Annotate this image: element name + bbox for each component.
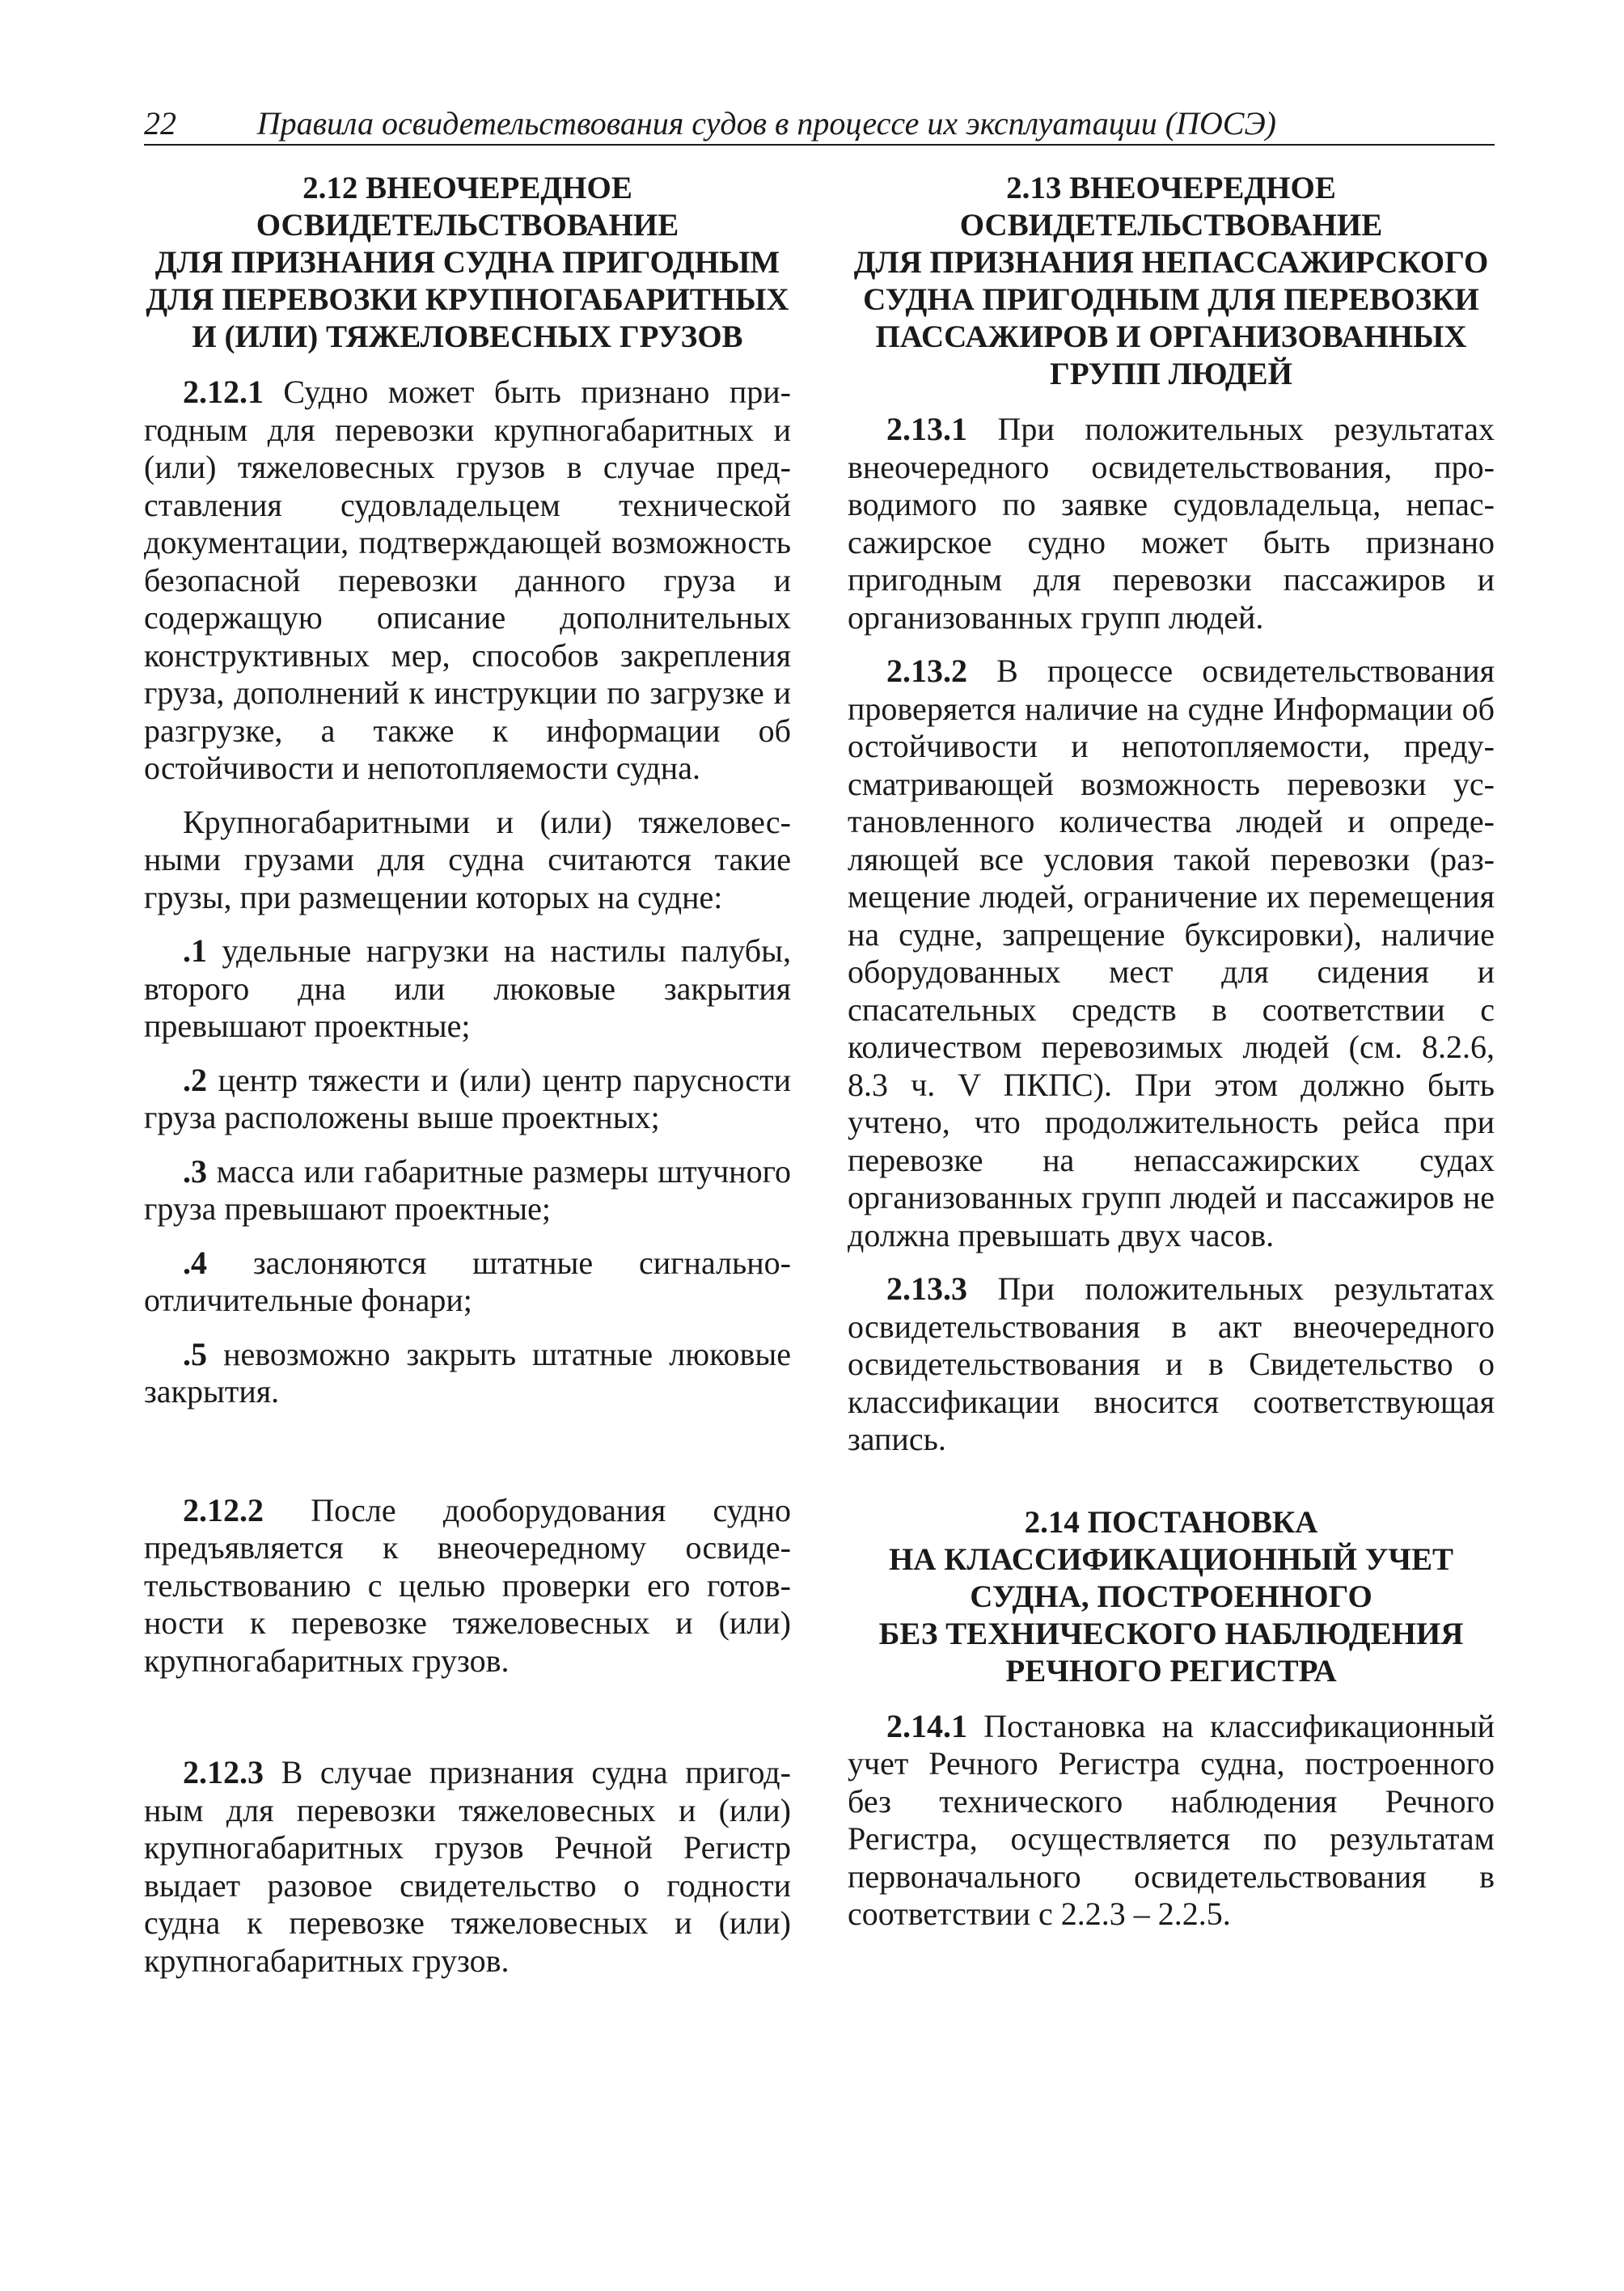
heading-line: И (ИЛИ) ТЯЖЕЛОВЕСНЫХ ГРУЗОВ: [192, 319, 743, 354]
item-number: .1: [183, 932, 207, 969]
heading-line: ДЛЯ ПРИЗНАНИЯ СУДНА ПРИГОДНЫМ: [154, 245, 780, 280]
clause-text: После дооборудования судно предъявляется к внеочередному освидетельствованию с целью проверки его готовности к перевозке тяжеловесных и (или) крупногабаритных грузов.: [144, 1491, 791, 1679]
clause-text: В процессе освидетельствования проверяется наличие на судне Информации об остойчивости и непотопляемости, предусматривающей возможность перевозки установленного количества людей и определяющей все условия такой перевозки (размещение людей, ограничение их перемещения на судне, запрещение буксировки), наличие оборудованных мест для сидения и спасательных средств в соответствии с количеством перевозимых людей (см. 8.2.6, 8.3 ч. V ПКПС). При этом должно быть учтено, что продолжительность рейса при перевозке на непассажирских судах организованных групп людей и пассажиров не должна превышать двух часов.: [848, 653, 1495, 1253]
paragraph-2-13-2: [848, 653, 1495, 1254]
clause-text: При положительных результатах внеочередного освидетельствования, проводимого по заявке судовладельца, непассажирское судно может быть признано пригодным для перевозки пассажиров и организованных групп людей.: [848, 411, 1495, 636]
heading-line: СУДНА ПРИГОДНЫМ ДЛЯ ПЕРЕВОЗКИ: [863, 282, 1479, 317]
section-heading-2-13: [848, 170, 1495, 393]
heading-line: НА КЛАССИФИКАЦИОННЫЙ УЧЕТ: [888, 1541, 1454, 1577]
section-heading-2-12: [144, 170, 791, 356]
item-text: невозможно закрыть штатные люковые закрытия.: [144, 1335, 791, 1410]
running-header: [144, 104, 1495, 146]
heading-line: 2.12 ВНЕОЧЕРЕДНОЕ: [302, 171, 632, 205]
item-number: .5: [183, 1335, 207, 1372]
heading-line: ОСВИДЕТЕЛЬСТВОВАНИЕ: [959, 208, 1383, 243]
paragraph-2-13-1: [848, 411, 1495, 636]
heading-line: БЕЗ ТЕХНИЧЕСКОГО НАБЛЮДЕНИЯ: [878, 1616, 1464, 1651]
item-text: центр тяжести и (или) центр парусности груза расположены выше проектных;: [144, 1061, 791, 1135]
list-item-3: [144, 1153, 791, 1228]
heading-line: 2.14 ПОСТАНОВКА: [1024, 1504, 1318, 1540]
item-number: .2: [183, 1061, 207, 1098]
list-item-4: [144, 1245, 791, 1320]
heading-line: ПАССАЖИРОВ И ОРГАНИЗОВАННЫХ: [875, 319, 1467, 354]
item-number: .4: [183, 1244, 207, 1281]
list-item-2: [144, 1062, 791, 1137]
clause-number: 2.12.1: [183, 374, 264, 410]
clause-number: 2.13.1: [886, 411, 967, 447]
paragraph-2-13-3: [848, 1270, 1495, 1459]
clause-text: При положительных результатах освидетельствования в акт внеочередного освидетельствования и в Свидетельство о классификации вносится соответствующая запись.: [848, 1270, 1495, 1457]
clause-number: 2.13.3: [886, 1270, 967, 1307]
paragraph-2-14-1: [848, 1708, 1495, 1934]
item-number: .3: [183, 1152, 207, 1190]
left-column: [144, 170, 791, 1996]
section-heading-2-14: [848, 1504, 1495, 1690]
clause-number: 2.13.2: [886, 653, 967, 689]
clause-text: Судно может быть признано пригодным для перевозки крупногабаритных и (или) тяжеловесных грузов в случае представления судовладельцем технической документации, подтверждающей возможность безопасной перевозки данного груза и содержащую описание дополнительных конструктивных мер, способов закрепления груза, дополнений к инструкции по загрузке и разгрузке, а также к информации об остойчивости и непотопляемости судна.: [144, 374, 791, 786]
paragraph-definition: Крупногабаритными и (или) тяжеловесными грузами для судна считаются такие грузы, при размещении которых на судне:: [144, 803, 791, 915]
paragraph-2-12-1: [144, 374, 791, 788]
item-text: заслоняются штатные сигнально-отличительные фонари;: [144, 1244, 791, 1318]
clause-number: 2.12.3: [183, 1754, 264, 1790]
heading-line: ДЛЯ ПЕРЕВОЗКИ КРУПНОГАБАРИТНЫХ: [146, 282, 789, 317]
clause-number: 2.14.1: [886, 1707, 967, 1744]
item-text: удельные нагрузки на настилы палубы, второго дна или люковые закрытия превышают проектные;: [144, 932, 791, 1044]
page-number: 22: [144, 105, 176, 142]
paragraph-2-12-3: [144, 1754, 791, 1980]
clause-text: Постановка на классификационный учет Речного Регистра судна, построенного без технического наблюдения Речного Регистра, осуществляется по результатам первоначального освидетельствования в соответствии с 2.2.3 – 2.2.5.: [848, 1707, 1495, 1932]
heading-line: ГРУПП ЛЮДЕЙ: [1050, 357, 1292, 391]
heading-line: ОСВИДЕТЕЛЬСТВОВАНИЕ: [256, 208, 679, 243]
list-item-5: [144, 1336, 791, 1411]
heading-line: ДЛЯ ПРИЗНАНИЯ НЕПАССАЖИРСКОГО: [853, 245, 1489, 280]
clause-number: 2.12.2: [183, 1491, 264, 1528]
running-title: Правила освидетельствования судов в процессе их эксплуатации (ПОСЭ): [256, 105, 1276, 142]
heading-line: РЕЧНОГО РЕГИСТРА: [1005, 1653, 1337, 1689]
item-text: масса или габаритные размеры штучного груза превышают проектные;: [144, 1152, 791, 1227]
heading-line: 2.13 ВНЕОЧЕРЕДНОЕ: [1006, 171, 1336, 205]
right-column: [848, 170, 1495, 1950]
heading-line: СУДНА, ПОСТРОЕННОГО: [970, 1579, 1372, 1614]
clause-text: В случае признания судна пригодным для перевозки тяжеловесных и (или) крупногабаритных грузов Речной Регистр выдает разовое свидетельство о годности судна к перевозке тяжеловесных и (или) крупногабаритных грузов.: [144, 1754, 791, 1979]
list-item-1: [144, 932, 791, 1046]
paragraph-2-12-2: [144, 1492, 791, 1680]
